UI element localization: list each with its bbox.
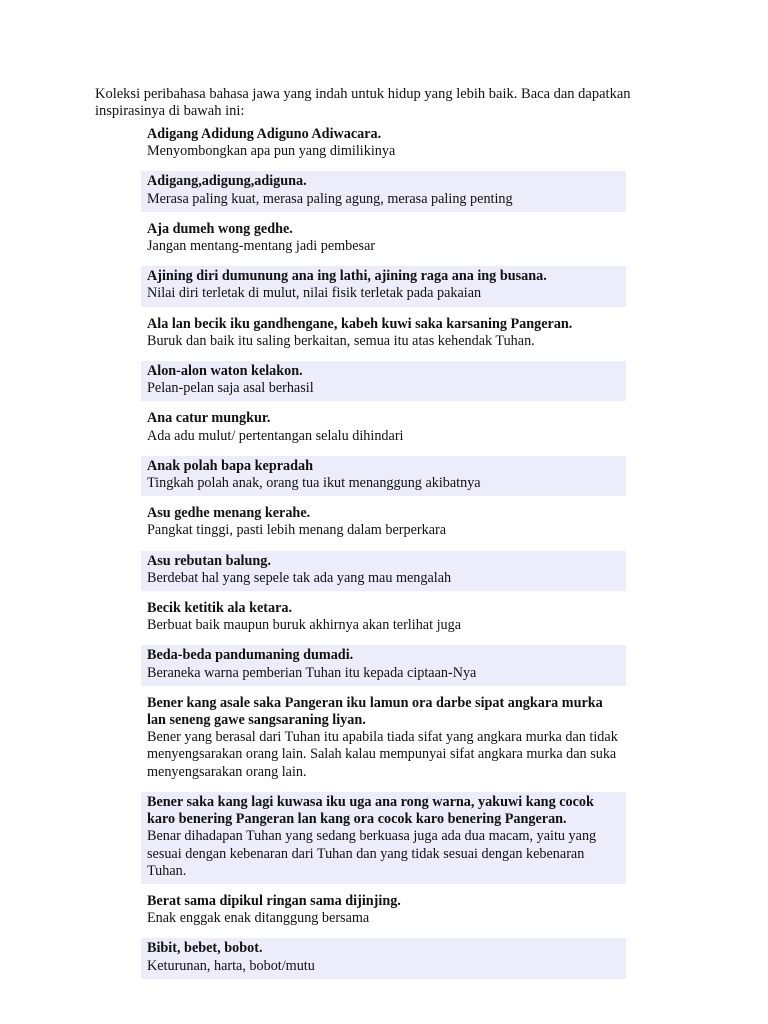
proverb-meaning: Menyombongkan apa pun yang dimilikinya xyxy=(147,143,396,160)
proverb-term: Asu gedhe menang kerahe. xyxy=(147,505,311,522)
proverb-term: Bener kang asale saka Pangeran iku lamun ora darbe sipat angkara murka lan seneng gawe sangsaraning liyan. xyxy=(147,694,603,729)
proverb-term: Anak polah bapa kepradah xyxy=(147,457,313,474)
proverb-term: Berat sama dipikul ringan sama dijinjing. xyxy=(147,892,401,909)
proverb-meaning: Nilai diri terletak di mulut, nilai fisik terletak pada pakaian xyxy=(147,285,482,302)
proverb-term: Asu rebutan balung. xyxy=(147,552,271,569)
proverb-term: Aja dumeh wong gedhe. xyxy=(147,220,293,237)
proverb-meaning: Pangkat tinggi, pasti lebih menang dalam berperkara xyxy=(147,522,447,539)
proverb-term: Ana catur mungkur. xyxy=(147,410,271,427)
proverb-entry xyxy=(141,124,626,164)
proverb-meaning: Buruk dan baik itu saling berkaitan, semua itu atas kehendak Tuhan. xyxy=(147,332,535,349)
proverb-entry xyxy=(141,314,626,354)
proverb-meaning: Keturunan, harta, bobot/mutu xyxy=(147,957,315,974)
proverb-meaning: Beraneka warna pemberian Tuhan itu kepada ciptaan-Nya xyxy=(147,664,477,681)
proverb-entry xyxy=(141,361,626,401)
proverb-meaning: Pelan-pelan saja asal berhasil xyxy=(147,380,314,397)
proverb-term: Ala lan becik iku gandhengane, kabeh kuwi saka karsaning Pangeran. xyxy=(147,315,573,332)
proverb-entry xyxy=(141,171,626,211)
proverb-meaning: Ada adu mulut/ pertentangan selalu dihindari xyxy=(147,427,404,444)
proverb-entry xyxy=(141,645,626,685)
intro-paragraph: Koleksi peribahasa bahasa jawa yang indah untuk hidup yang lebih baik. Baca dan dapatkan inspirasinya di bawah ini: xyxy=(95,86,631,119)
proverb-entry xyxy=(141,219,626,259)
proverb-term: Adigang,adigung,adiguna. xyxy=(147,173,307,190)
proverb-meaning: Benar dihadapan Tuhan yang sedang berkuasa juga ada dua macam, yaitu yang sesuai dengan kebenaran dari Tuhan dan yang tidak sesuai dengan kebenaran Tuhan. xyxy=(147,828,597,879)
proverb-entry xyxy=(141,503,626,543)
proverb-meaning: Enak enggak enak ditanggung bersama xyxy=(147,910,370,927)
proverb-entry xyxy=(141,598,626,638)
proverb-meaning: Berdebat hal yang sepele tak ada yang mau mengalah xyxy=(147,569,452,586)
proverb-entry xyxy=(141,408,626,448)
proverb-term: Becik ketitik ala ketara. xyxy=(147,600,293,617)
proverb-entry xyxy=(141,792,626,884)
proverb-meaning: Tingkah polah anak, orang tua ikut menanggung akibatnya xyxy=(147,475,481,492)
proverb-entry xyxy=(141,891,626,931)
proverb-term: Bibit, bebet, bobot. xyxy=(147,940,263,957)
proverb-entry xyxy=(141,266,626,306)
proverb-term: Alon-alon waton kelakon. xyxy=(147,363,303,380)
proverb-entry xyxy=(141,693,626,785)
proverb-entry xyxy=(141,938,626,978)
proverb-list xyxy=(141,124,626,986)
proverb-meaning: Jangan mentang-mentang jadi pembesar xyxy=(147,238,376,255)
proverb-term: Bener saka kang lagi kuwasa iku uga ana rong warna, yakuwi kang cocok karo benering Pangeran lan kang ora cocok karo benering Pangeran. xyxy=(147,793,594,828)
proverb-meaning: Bener yang berasal dari Tuhan itu apabila tiada sifat yang angkara murka dan tidak menyengsarakan orang lain. Salah kalau mempunyai sifat angkara murka dan suka menyengsarakan orang lain. xyxy=(147,729,618,780)
proverb-meaning: Berbuat baik maupun buruk akhirnya akan terlihat juga xyxy=(147,617,461,634)
proverb-entry xyxy=(141,456,626,496)
proverb-term: Adigang Adidung Adiguno Adiwacara. xyxy=(147,126,382,142)
proverb-meaning: Merasa paling kuat, merasa paling agung, merasa paling penting xyxy=(147,190,513,207)
proverb-term: Beda-beda pandumaning dumadi. xyxy=(147,647,354,664)
proverb-term: Ajining diri dumunung ana ing lathi, ajining raga ana ing busana. xyxy=(147,268,547,285)
proverb-entry xyxy=(141,551,626,591)
